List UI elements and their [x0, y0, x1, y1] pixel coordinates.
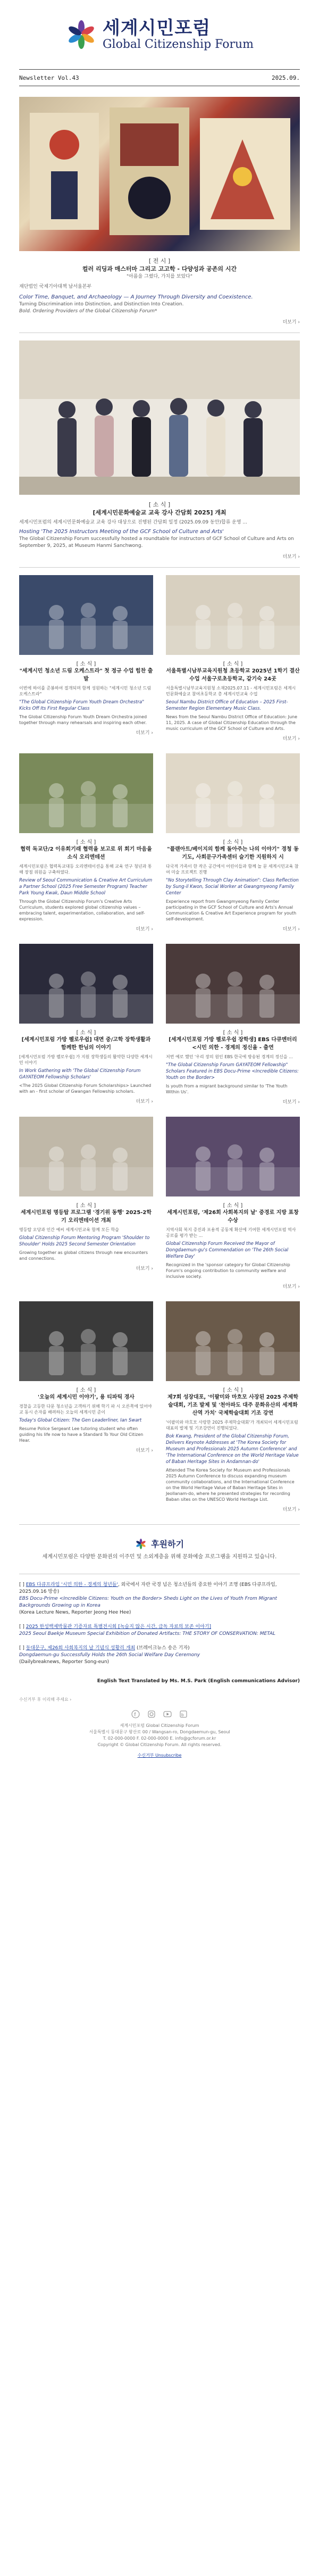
news-card-en-body: Attended The Korea Society for Museum and Professionals 2025 Autumn Conference to discuss expanding museum community collaborations, and the International Conference on the World Heritage Value of Baban Heritage Sites in Jeollanam-do, where he presented strategies for recording Baban sites on the UNESCO World Heritage List. [166, 1468, 295, 1502]
feature-image[interactable] [19, 340, 300, 495]
lead-more-link[interactable]: 더보기 › [282, 320, 300, 325]
header [0, 0, 319, 69]
facebook-icon[interactable] [131, 1710, 140, 1718]
news-card-more-link[interactable]: 더보기 › [282, 1284, 300, 1290]
news-card-tag: [ 소 식 ] [223, 1387, 243, 1393]
lead-tag: [ 전 시 ] [148, 257, 171, 264]
issue-date: 2025.09. [272, 74, 300, 81]
news-card-en-body: Is youth from a migrant background similar to 'The Youth Within Us'. [166, 1084, 288, 1094]
photo-placeholder [166, 1301, 300, 1381]
press-meta: , 외국에서 자란 국경 넘은 청소년들의 중요한 이야기 조명 (EBS 다큐프라임, 2025.09.16 방송) [19, 1582, 277, 1594]
news-card-body: '이팔미와 마흐모 사랑한 2025 주제학술대회'가 개최되어 세계시민포럼 대표의 발제 및 기조강연이 진행되었다. [166, 1420, 298, 1431]
news-card-body: 서울특별시남부교육지원청 소재2025.07.11 - 세계시민포럼은 세계시민문화예술교 참여초등학교 총 세계시민교육 수업 [166, 686, 296, 696]
feature-en-title: Hosting 'The 2025 Instructors Meeting of the GCF School of Culture and Arts' [19, 529, 224, 535]
press-link[interactable]: 2025 한성백제박물관 기증자료 특별전시회 [녹슬지 않은 시간, 급독 자료의 보존 이야기] [26, 1624, 212, 1630]
news-card-title[interactable]: 제7회 성장대포, '이팔미와 마흐모 사장된 2025 주제학술대회, 기조 발제 및 '천아파도 대주 문화유산의 세계화산역 가치' 국제학술대회 기조 강연 [167, 1394, 299, 1416]
news-card-tag: [ 소 식 ] [76, 840, 96, 845]
news-card-en-body: Experience report from Gwangmyeong Family Center participating in the GCF School of Culture and Arts's Annual Communication & Creative Art Experience program for youth self-development. [166, 899, 297, 921]
instagram-icon[interactable] [147, 1710, 156, 1718]
news-card-tag: [ 소 식 ] [223, 1030, 243, 1036]
news-card-en-title: "No Storytelling Through Clay Animation": Class Reflection by Sung-il Kwon, Social Worker at Gwangmyeong Family Center [166, 878, 299, 896]
news-card-en-body: Growing together as global citizens through new encounters and connections. [19, 1250, 148, 1261]
news-card-more-link[interactable]: 더보기 › [136, 1448, 153, 1453]
news-card-more-link[interactable]: 더보기 › [282, 1507, 300, 1513]
news-card-en-title: Global Citizenship Forum Mentoring Program 'Shoulder to Shoulder' Holds 2025 Second Semester Orientation [19, 1235, 150, 1247]
news-card-title[interactable]: [세계시민포럼 가방 펠로우쉽 장학생] EBS 다큐멘터리 <시민 의한 - 경계의 정신을 - 출연 [169, 1037, 297, 1051]
brand-name-ko: 세계시민포럼 [102, 18, 211, 39]
press-item: [ ] 동대문구, 제26회 사회복지의 날 기념식 성황리 개최 (브레이크뉴스 송은 기자) Dongdaemun-gu Successfully Holds the 26th Social Welfare Day Ceremony (Dailybreaknews, Reporter Song-eun) [19, 1645, 300, 1666]
photo-placeholder [19, 944, 153, 1024]
press-item: [ ] 2025 한성백제박물관 기증자료 특별전시회 [녹슬지 않은 시간, 급독 자료의 보존 이야기] 2025 Seoul Baekje Museum Special Exhibition of Donated Artifacts: THE STORY OF CONSERVATION: METAL [19, 1624, 300, 1638]
news-card-title[interactable]: [세계시민포럼 가방 펠로우쉽] 대면 중/고학 장학생활과 함께한 한님의 이야기 [21, 1037, 151, 1051]
news-card-tag: [ 소 식 ] [223, 1203, 243, 1209]
news-card-tag: [ 소 식 ] [76, 1203, 96, 1209]
press-link[interactable]: EBS 다큐프라임 '시민 의한 - 경계의 청년들' [26, 1582, 118, 1588]
news-card-image[interactable] [19, 1117, 153, 1196]
sponsor-title[interactable]: 후원하기 [151, 1539, 184, 1549]
news-card [166, 575, 300, 742]
news-card [19, 1117, 153, 1290]
news-row [19, 944, 300, 1105]
news-card-body: 명등탑 오당과 인간 예씨 세계시민교육 함께 모든 학습 [19, 1227, 119, 1232]
news-card-more-link[interactable]: 더보기 › [136, 1099, 153, 1104]
lead-en-credit: Bold. Ordering Providers of the Global Citizenship Forum* [19, 309, 157, 314]
news-card-image[interactable] [166, 1301, 300, 1381]
news-card-body: 세계시민포럼은 협력독교대등 오리엔테이션을 통해 교육 연구 청년과 통해 장점 위원을 구축하였다. [19, 864, 152, 875]
press-link[interactable]: 동대문구, 제26회 사회복지의 날 기념식 성황리 개최 [26, 1646, 136, 1651]
news-card-en-body: Resume Police Sergeant Lee tutoring student who often guiding his life now to have a Standard To Your Old Citizen Hear. [19, 1426, 144, 1443]
news-card [166, 1117, 300, 1290]
news-card-title[interactable]: 세계시민포럼 명등탑 프로그램 '경기위 동행' 2025-2학기 오리엔테이션 개최 [20, 1210, 152, 1224]
news-card [19, 1301, 153, 1513]
svg-text:f: f [134, 1712, 136, 1718]
news-card-image[interactable] [166, 575, 300, 655]
lead-en-title: Color Time, Banquet, and Archaeology — A Journey Through Diversity and Coexistence. [19, 294, 253, 300]
photo-placeholder [19, 1117, 153, 1196]
news-card-en-body: <The 2025 Global Citizenship Forum Scholarships> Launched with an - first scholar of Gwangan Fellowship scholars. [19, 1083, 152, 1094]
news-card-en-body: The Global Citizenship Forum Youth Dream Orchestra joined together through many rehearsals and inspiring each other. [19, 714, 147, 725]
footer-line: 세계시민포럼 Global Citizenship Forum [120, 1723, 199, 1728]
photo-placeholder [19, 1301, 153, 1381]
lead-title[interactable]: 컬러 리딩과 매스터마 그리고 고고학 - 다양성과 공존의 시간 [82, 265, 237, 272]
lead-story [19, 97, 300, 325]
news-card-image[interactable] [166, 944, 300, 1024]
news-card-more-link[interactable]: 더보기 › [282, 927, 300, 932]
group-photo [19, 340, 300, 495]
news-card [166, 753, 300, 932]
news-card-title[interactable]: '오늘의 세계시민 이야기', 용 티파틱 경사 [38, 1394, 135, 1400]
news-card-title[interactable]: 세계시민포럼, '제26회 사회복지의 날' 중경로 지방 표창 수상 [167, 1210, 299, 1224]
press-en-title: Dongdaemun-gu Successfully Holds the 26th Social Welfare Day Ceremony [19, 1652, 200, 1658]
news-card-body: 이번에 하이를 준봉하여 절개되며 함께 성원하는 "세계시민 청소년 드림 오케스트라" [19, 686, 152, 696]
news-grid [0, 575, 319, 1513]
news-card-en-title: "The Global Citizenship Forum GAYATEOM Fellowship" Scholars Featured in EBS Docu-Prime <Incredible Citizens: Youth on the Border> [166, 1062, 299, 1081]
photo-placeholder [19, 753, 153, 833]
news-card-en-title: Review of Seoul Communication & Creative Art Curriculum a Partner School (2025 Free Semester Program) Teacher Park Young Kwak, Daun Middle School [19, 878, 153, 896]
lead-credit: 재단법인 국제기아대책 남서울본부 [19, 284, 92, 289]
footer-line: 서울특별시 동대문구 왕산로 00 / Wangsan-ro, Dongdaemun-gu, Seoul [89, 1730, 230, 1734]
news-card-en-title: In Work Gathering with 'The Global Citizenship Forum GAYATEOM Fellowship Scholars' [19, 1068, 141, 1080]
news-card-en-body: Recognized in the 'sponsor category for Global Citizenship Forum's ongoing contribution to community welfare and inclusive society. [166, 1262, 290, 1279]
news-card-body: 저번 예로 했던 '우리 장의 원인 EBS 한국에 방송된 경계의 정신을 ... [166, 1054, 293, 1059]
lead-image[interactable] [19, 97, 300, 251]
news-card-body: [세계시민포럼 가방 펠로우쉽] 가 지원 장학생들의 활약한 다양한 세계시민 이야기 [19, 1054, 153, 1065]
news-card-tag: [ 소 식 ] [223, 661, 243, 667]
press-en-title: 2025 Seoul Baekje Museum Special Exhibition of Donated Artifacts: THE STORY OF CONSERVATION: METAL [19, 1631, 276, 1636]
unsubscribe-note[interactable]: 수신거부 후 이리해 주세요 › [19, 1697, 72, 1702]
footer [19, 1723, 300, 1748]
news-card [19, 753, 153, 932]
news-card-image[interactable] [166, 1117, 300, 1196]
news-card-en-title: Bok Kwang, President of the Global Citizenship Forum, Delivers Keynote Addresses at 'The Korea Society for Museum and Professionals 2025 Autumn Conference' and 'The International Conference on the World Heritage Value of Baban Heritage Sites in Andamnan-do' [166, 1434, 299, 1465]
news-card-title[interactable]: 협력 독교단/2 이유회기래 협력을 보고로 위 회기 마음을 소식 오리엔테션 [20, 846, 152, 860]
social-links [0, 1710, 319, 1718]
news-card-en-body: News from the Seoul Nambu District Office of Education: June 11, 2025. A case of Global Citizenship Education through the music curriculum of the GCF School of Culture and Arts. [166, 714, 298, 731]
photo-placeholder [166, 1117, 300, 1196]
press-en-credit: (Korea Lecture News, Reporter Jeong Hee Hee) [19, 1610, 131, 1615]
press-list [19, 1582, 300, 1666]
news-row [19, 1301, 300, 1513]
svg-text:b: b [181, 1713, 184, 1717]
feature-more-link[interactable]: 더보기 › [282, 554, 300, 560]
issue-number: Newsletter Vol.43 [19, 74, 79, 81]
news-card-more-link[interactable]: 더보기 › [136, 1266, 153, 1272]
lead-subtitle: "아름을 그렸다, 가치를 보았다" [126, 274, 193, 279]
news-card-tag: [ 소 식 ] [76, 1030, 96, 1036]
footer-line: Copyright © Global Citizenship Forum. All rights reserved. [97, 1742, 222, 1747]
feature-tag: [ 소 식 ] [148, 501, 171, 508]
feature-body: 세계시민포럼의 세계시민문화예술교 교육 강사 대상으로 진행된 간담회 일정 (2025.09.09 동안)합류 운영 ... [19, 520, 247, 525]
news-card-image[interactable] [19, 575, 153, 655]
press-item: [ ] EBS 다큐프라임 '시민 의한 - 경계의 청년들', 외국에서 자란 국경 넘은 청소년들의 중요한 이야기 조명 (EBS 다큐프라임, 2025.09.16 방송) EBS Docu-Prime <Incredible Citizens: Youth on the Border> Sheds Light on the Lives of Youth From Migrant Backgrounds Growing up in Korea (Korea Lecture News, Reporter Jeong Hee Hee) [19, 1582, 300, 1616]
divider [19, 567, 300, 568]
blog-icon[interactable] [179, 1710, 188, 1718]
sponsor-body: 세계시민포럼은 다양한 문화권의 이주민 및 소외계층을 위해 문화예술 프로그램을 지원하고 있습니다. [42, 1554, 277, 1560]
news-card-tag: [ 소 식 ] [76, 661, 96, 667]
news-card-body: 경찰을 고등한 다문 청소년을 고객하기 위해 학기 파 시 오른쪽에 있어야 교 동시 손자를 배려하는 오늘의 세계시민 준이 [19, 1404, 152, 1415]
news-card-title[interactable]: "세계시민 청소년 드림 오케스트라" 첫 정규 수업 힘찬 출발 [19, 668, 153, 682]
brand-logo[interactable] [65, 18, 254, 51]
news-card-more-link[interactable]: 더보기 › [282, 1100, 300, 1105]
news-card-en-title: Global Citizenship Forum Received the Mayor of Dongdaemun-gu's Commendation on 'The 26th Social Welfare Day' [166, 1241, 289, 1259]
photo-placeholder [19, 575, 153, 655]
news-card [19, 575, 153, 742]
news-card-more-link[interactable]: 더보기 › [136, 927, 153, 932]
pinwheel-small-icon [135, 1538, 147, 1550]
pinwheel-logo-icon [65, 19, 97, 51]
news-card-en-body: Through the Global Citizenship Forum's Creative Arts Curriculum, students explored global citizenship values – embracing talent, experimentation, collaboration, and self-expression. [19, 899, 145, 921]
news-card-title[interactable]: "플랜아트/베이지의 함께 돌아주는 나의 이야기" 경청 동기도, 사회문구가족센터 슬기한 지원하지 시 [167, 846, 299, 860]
issue-bar [19, 69, 300, 86]
news-card-tag: [ 소 식 ] [223, 840, 243, 845]
lead-en-sub: Turning Discrimination into Distinction, and Distinction Into Creation. [19, 302, 184, 307]
photo-placeholder [166, 575, 300, 655]
news-card-en-title: Today's Global Citizen: The Gen Leaderliner, Ian Swart [19, 1418, 142, 1423]
news-card-title[interactable]: 서울특별시남부교육지원청 초등학교 2025년 1학기 결산 수업 서울구로초등학교, 같기숙 24곳 [166, 668, 300, 682]
footer-unsubscribe-link[interactable]: 수신거부 Unsubscribe [137, 1753, 182, 1758]
feature-story [19, 340, 300, 560]
photo-placeholder [166, 753, 300, 833]
news-card-body: 지역사회 복지 증진과 포용적 공동체 확산에 기여한 세계시민포럼 역사 공로를 평가 받는 ... [166, 1227, 296, 1238]
news-card-en-title: "The Global Citizenship Forum Youth Dream Orchestra" Kicks Off Its First Regular Class [19, 700, 145, 711]
photo-placeholder [166, 944, 300, 1024]
news-row [19, 753, 300, 932]
news-row [19, 1117, 300, 1290]
press-meta: (브레이크뉴스 송은 기자) [135, 1646, 190, 1651]
translation-credit: English Text Translated by Ms. M.S. Park (English communications Advisor) [97, 1678, 300, 1684]
news-card [166, 944, 300, 1105]
news-card-more-link[interactable]: 더보기 › [136, 730, 153, 736]
news-card [19, 944, 153, 1105]
news-row [19, 575, 300, 742]
press-en-credit: (Dailybreaknews, Reporter Song-eun) [19, 1659, 110, 1665]
press-en-title: EBS Docu-Prime <Incredible Citizens: Youth on the Border> Sheds Light on the Lives of Youth From Migrant Backgrounds Growing up in Korea [19, 1596, 278, 1608]
sponsor-section [19, 1532, 300, 1561]
news-card [166, 1301, 300, 1513]
painting-artwork [19, 97, 300, 251]
footer-line: T. 02-000-0000 F. 02-000-0000 E. info@gcforum.or.kr [103, 1736, 216, 1741]
feature-title[interactable]: [세계시민문화예술교 교육 강사 간담회 2025] 개최 [93, 509, 226, 516]
feature-en-body: The Global Citizenship Forum successfully hosted a roundtable for instructors of GCF School of Culture and Arts on September 9, 2025, at Museum Hanmi Sanchwong. [19, 536, 294, 549]
brand-name-en: Global Citizenship Forum [102, 38, 254, 51]
divider [19, 1524, 300, 1525]
youtube-icon[interactable] [163, 1710, 172, 1718]
news-card-en-title: Seoul Nambu District Office of Education – 2025 First-Semester Region Elementary Music Class. [166, 700, 288, 711]
news-card-image[interactable] [19, 1301, 153, 1381]
news-card-image[interactable] [19, 944, 153, 1024]
news-card-more-link[interactable]: 더보기 › [282, 736, 300, 742]
news-card-body: 다국적 가족이 한 작은 공간에서 어린이들과 함께 놀 문 세계시민교육 참여 미술 프로젝트 진행 [166, 864, 299, 875]
news-card-tag: [ 소 식 ] [76, 1387, 96, 1393]
news-card-image[interactable] [19, 753, 153, 833]
news-card-image[interactable] [166, 753, 300, 833]
